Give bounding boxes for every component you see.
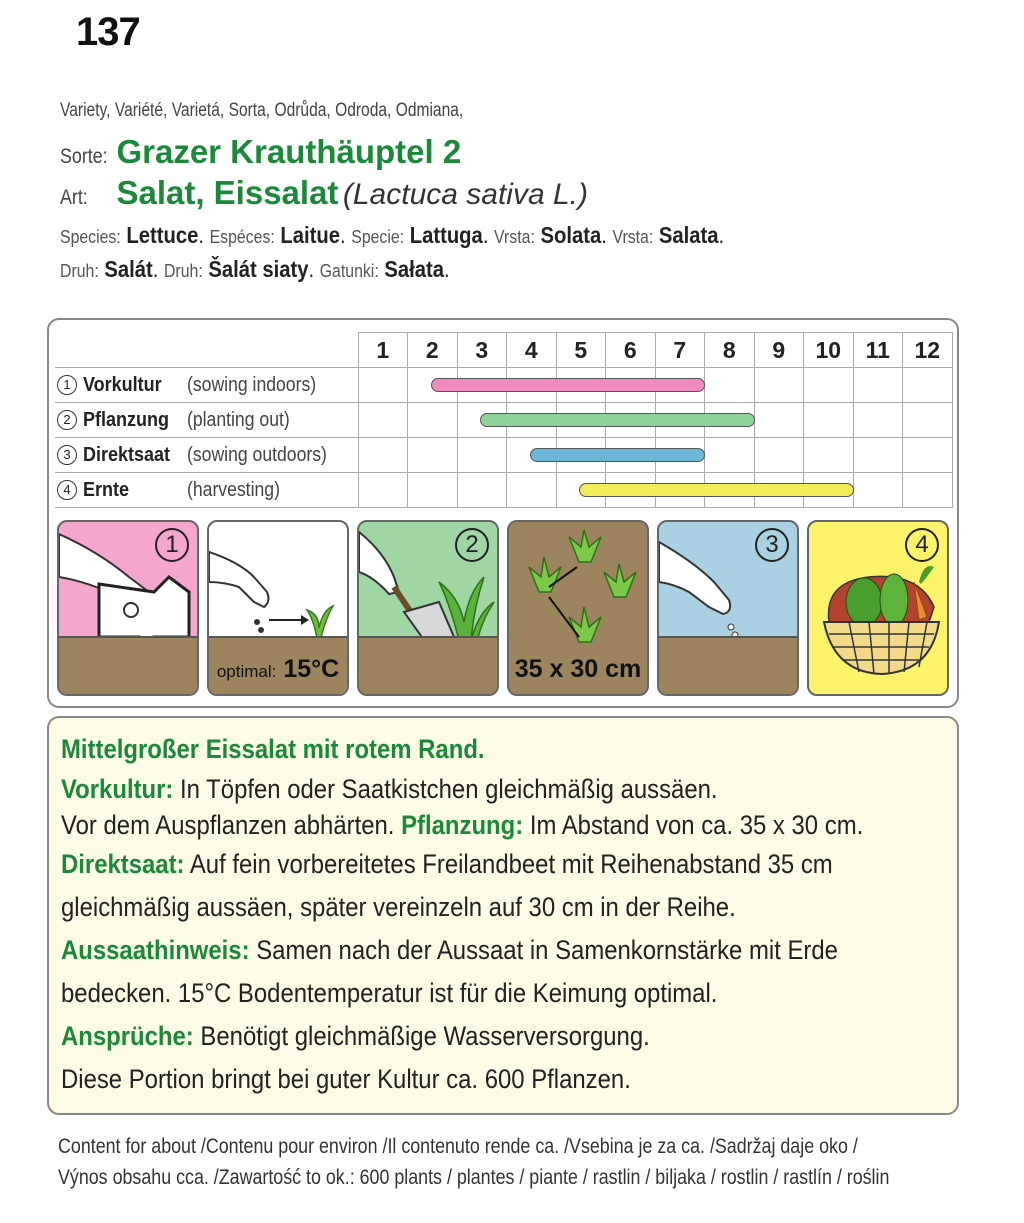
species-label: Druh: [163, 261, 203, 281]
species-label: Gatunki: [319, 261, 379, 281]
month-header: 9 [754, 333, 804, 368]
footer-line-2: Výnos obsahu cca. /Zawartość to ok.: 600 plants / plantes / piante / rastlin / biljaka / rostlin / rastlín / roślin [58, 1166, 890, 1189]
pflanzung-label: Pflanzung: [401, 810, 524, 840]
species-name: Lettuce [126, 222, 199, 248]
vorkultur-label: Vorkultur: [61, 774, 174, 804]
period-bar [579, 483, 854, 497]
species-name: Šalát siaty [208, 256, 309, 282]
calendar-corner [55, 333, 358, 368]
month-cell [457, 473, 507, 508]
soil [359, 636, 497, 694]
sowing-calendar [47, 318, 959, 708]
vorkultur-text-2: Vor dem Auspflanzen abhärten. [61, 810, 395, 840]
species-name: Sałata [384, 256, 444, 282]
portion-text: Diese Portion bringt bei guter Kultur ca. 600 Pflanzen. [61, 1064, 631, 1094]
month-cell [358, 368, 408, 403]
month-cell [507, 473, 557, 508]
activity-name: Vorkultur [83, 373, 162, 396]
panel-harvesting [807, 520, 949, 696]
month-cell [408, 438, 458, 473]
aussaat-text: Samen nach der Aussaat in Samenkornstärke mit Erde [256, 935, 838, 965]
footer-line-1: Content for about /Contenu pour environ /Il contenuto rende ca. /Vsebina je za ca. /Sadržaj daje oko / [58, 1135, 858, 1158]
month-cell [853, 368, 903, 403]
headline: Mittelgroßer Eissalat mit rotem Rand. [61, 734, 485, 764]
step-number: 3 [755, 528, 789, 562]
species-name: Laitue [280, 222, 341, 248]
step-number: 3 [57, 445, 77, 465]
optimal-temperature [209, 655, 347, 684]
soil [59, 636, 197, 694]
month-cell [804, 403, 854, 438]
ansprueche-label: Ansprüche: [61, 1021, 194, 1051]
step-number: 2 [57, 410, 77, 430]
period-bar [431, 378, 705, 392]
month-header: 6 [606, 333, 656, 368]
month-header: 1 [358, 333, 408, 368]
sorte-row [60, 133, 461, 171]
instruction-panels [57, 520, 951, 696]
month-cell [804, 368, 854, 403]
month-cell [754, 368, 804, 403]
species-name: Lattuga [409, 222, 483, 248]
species-line-2: Druh: Salát. Druh: Šalát siaty. Gatunki: Sałata. [60, 256, 450, 282]
month-cell [457, 438, 507, 473]
month-header: 7 [655, 333, 705, 368]
panel-plant-spacing [507, 520, 649, 696]
pflanzung-text: Im Abstand von ca. 35 x 30 cm. [529, 810, 864, 840]
month-cell [853, 438, 903, 473]
species-name: Salát [104, 256, 153, 282]
vorkultur-text: In Töpfen oder Saatkistchen gleichmäßig aussäen. [180, 774, 718, 804]
activity-translation: (planting out) [187, 408, 290, 431]
month-cell [408, 473, 458, 508]
art-row [60, 174, 588, 212]
month-cell [705, 368, 755, 403]
species-label: Vrsta: [494, 227, 535, 247]
species-label: Druh: [60, 261, 99, 281]
aussaat-text-2: bedecken. 15°C Bodentemperatur ist für die Keimung optimal. [61, 978, 718, 1008]
direktsaat-text-2: gleichmäßig aussäen, später vereinzeln auf 30 cm in der Reihe. [61, 892, 736, 922]
month-header: 11 [853, 333, 903, 368]
direktsaat-label: Direktsaat: [61, 849, 185, 879]
activity-translation: (sowing indoors) [187, 373, 317, 396]
species-label: Species: [60, 227, 121, 247]
panel-optimal-temperature [207, 520, 349, 696]
direktsaat-text: Auf fein vorbereitetes Freilandbeet mit Reihenabstand 35 cm [189, 849, 833, 879]
packet-number: 137 [76, 10, 140, 54]
panel-sowing-indoors [57, 520, 199, 696]
month-cell [903, 403, 953, 438]
period-bar [480, 413, 755, 427]
step-number: 4 [57, 480, 77, 500]
step-number: 1 [57, 375, 77, 395]
activity-translation: (harvesting) [187, 478, 280, 501]
activity-translation: (sowing outdoors) [187, 443, 327, 466]
calendar-row [55, 438, 952, 473]
activity-name: Ernte [83, 478, 130, 501]
step-number: 4 [905, 528, 939, 562]
species-line-1: Species: Lettuce. Espéces: Laitue. Specie: Lattuga. Vrsta: Solata. Vrsta: Salata. [60, 222, 725, 248]
step-number: 1 [155, 528, 189, 562]
ansprueche-text: Benötigt gleichmäßige Wasserversorgung. [200, 1021, 650, 1051]
calendar-row-label [55, 438, 358, 473]
species-label: Espéces: [209, 227, 275, 247]
month-header: 12 [903, 333, 953, 368]
month-cell [903, 473, 953, 508]
panel-direct-sowing [657, 520, 799, 696]
step-number: 2 [455, 528, 489, 562]
species-label: Specie: [351, 227, 405, 247]
month-cell [358, 403, 408, 438]
content-footer [58, 1131, 908, 1193]
month-cell [358, 473, 408, 508]
description-text [61, 728, 946, 1101]
art-label: Art: [60, 186, 88, 209]
month-header: 5 [556, 333, 606, 368]
optimal-label: optimal: [216, 662, 277, 681]
month-header: 4 [507, 333, 557, 368]
aussaat-label: Aussaathinweis: [61, 935, 250, 965]
panel-planting-out [357, 520, 499, 696]
calendar-grid [55, 332, 953, 508]
month-header: 10 [804, 333, 854, 368]
month-cell [804, 438, 854, 473]
month-cell [408, 403, 458, 438]
description-box [47, 716, 959, 1115]
calendar-row-label [55, 368, 358, 403]
species-name: Solata [540, 222, 602, 248]
month-cell [903, 438, 953, 473]
month-header: 3 [457, 333, 507, 368]
month-header: 2 [408, 333, 458, 368]
month-cell [853, 473, 903, 508]
calendar-row-label [55, 403, 358, 438]
variety-line: Variety, Variété, Varietá, Sorta, Odrůda, Odroda, Odmiana, [60, 100, 464, 121]
latin-name: (Lactuca sativa L.) [342, 178, 588, 211]
period-bar [530, 448, 705, 462]
month-cell [358, 438, 408, 473]
soil [659, 636, 797, 694]
calendar-row-label [55, 473, 358, 508]
activity-name: Direktsaat [83, 443, 171, 466]
temperature-value: 15°C [283, 655, 340, 683]
activity-name: Pflanzung [83, 408, 169, 431]
month-cell [853, 403, 903, 438]
spacing-value: 35 x 30 cm [514, 655, 642, 683]
species-label: Vrsta: [612, 227, 654, 247]
variety-name: Grazer Krauthäuptel 2 [116, 133, 462, 170]
month-cell [754, 438, 804, 473]
month-header: 8 [705, 333, 755, 368]
month-cell [705, 438, 755, 473]
species-name: Salata [658, 222, 719, 248]
month-cell [754, 403, 804, 438]
sorte-label: Sorte: [60, 145, 108, 168]
art-name: Salat, Eissalat [116, 174, 339, 211]
month-cell [903, 368, 953, 403]
